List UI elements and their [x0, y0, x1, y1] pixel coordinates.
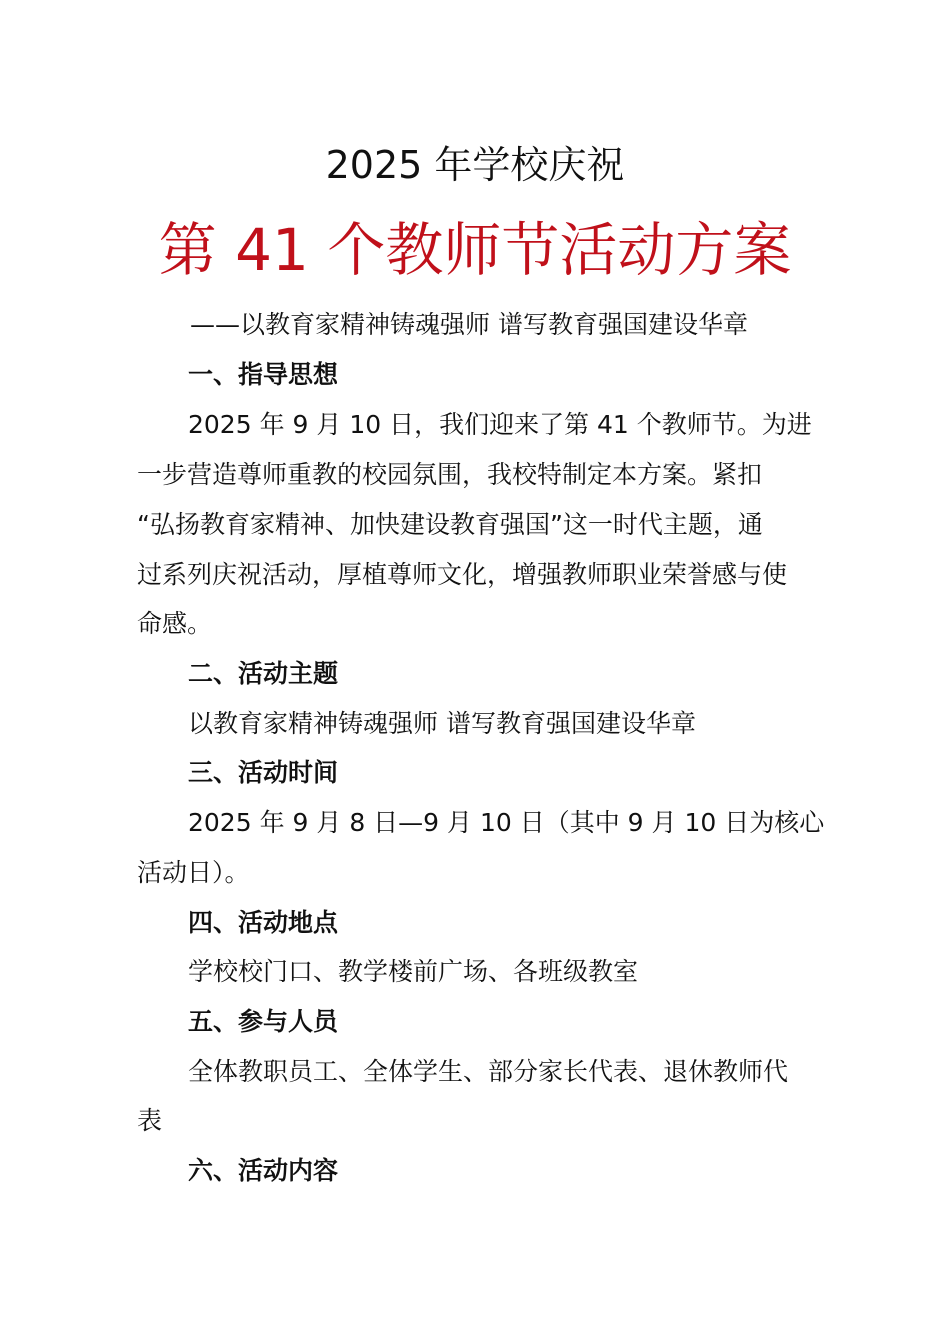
section-heading-theme: 二、活动主题: [188, 659, 339, 688]
paragraph-line: 活动日）。: [137, 858, 250, 887]
title-year-line: 2025 年学校庆祝: [325, 143, 625, 187]
subtitle: ——以教育家精神铸魂强师 谱写教育强国建设华章: [190, 310, 748, 339]
section-heading-participants: 五、参与人员: [188, 1007, 339, 1036]
paragraph-line: 一步营造尊师重教的校园氛围，我校特制定本方案。紧扣: [137, 460, 763, 489]
section-heading-location: 四、活动地点: [188, 908, 339, 937]
paragraph-line: 学校校门口、教学楼前广场、各班级教室: [188, 957, 639, 986]
paragraph-line: 过系列庆祝活动，厚植尊师文化，增强教师职业荣誉感与使: [137, 560, 788, 589]
section-heading-time: 三、活动时间: [188, 758, 339, 787]
paragraph-line: 2025 年 9 月 10 日，我们迎来了第 41 个教师节。为进: [188, 410, 812, 439]
main-title: 第 41 个教师节活动方案: [158, 216, 792, 284]
section-heading-guiding-thought: 一、指导思想: [188, 360, 339, 389]
paragraph-line: 命感。: [137, 609, 213, 638]
paragraph-line: 全体教职员工、全体学生、部分家长代表、退休教师代: [188, 1057, 789, 1086]
paragraph-line: 表: [137, 1106, 163, 1135]
paragraph-line: “弘扬教育家精神、加快建设教育强国”这一时代主题，通: [137, 510, 763, 539]
paragraph-line: 以教育家精神铸魂强师 谱写教育强国建设华章: [188, 709, 696, 738]
paragraph-line: 2025 年 9 月 8 日—9 月 10 日（其中 9 月 10 日为核心: [188, 808, 825, 837]
section-heading-content: 六、活动内容: [188, 1156, 339, 1185]
